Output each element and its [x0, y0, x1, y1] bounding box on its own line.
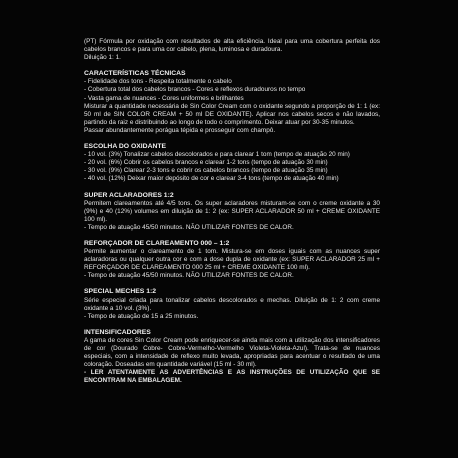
section-heading-tecnicas: CARACTERÍSTICAS TÉCNICAS [84, 70, 186, 78]
tecnicas-paragraph: Misturar a quantidade necessária de Sin Color Cream com o oxidante segundo a proporção de 1: 1 (ex: 50 ml de SIN COLOR CREAM + 50 ml DE OXIDANTE). Aplicar nos cabelos secos e não lavados, partindo da raiz e distribuindo ao longo de todo o comprimento. Deixar atuar por 30-35 minutos. [84, 102, 380, 126]
section-heading-reforcador: REFORÇADOR DE CLAREAMENTO 000 – 1:2 [84, 239, 230, 247]
section-heading-oxidante: ESCOLHA DO OXIDANTE [84, 143, 167, 151]
reforcador-line: - Tempo de atuação 45/50 minutos. NÃO UTILIZAR FONTES DE CALOR. [84, 272, 294, 280]
aclaradores-line: - Tempo de atuação 45/50 minutos. NÃO UTILIZAR FONTES DE CALOR. [84, 223, 294, 231]
intro-paragraph: (PT) Fórmula por oxidação com resultados de alta eficiência. Ideal para uma cobertura perfeita dos cabelos brancos e para uma cor cabelo, plena, luminosa e duradoura. [84, 38, 380, 54]
document-body [84, 38, 380, 385]
oxidante-line: - 20 vol. (6%) Cobrir os cabelos brancos e clarear 1-2 tons (tempo de atuação 30 min) [84, 159, 328, 167]
section-heading-meches: SPECIAL MECHES 1:2 [84, 288, 157, 296]
reforcador-paragraph: Permite aumentar o clareamento de 1 tom. Mistura-se em doses iguais com as nuances super aclaradoras ou qualquer outra cor e com a dose dupla de oxidante (ex: SUPER ACLARADOR 25 ml + REFORÇADOR DE CLAREAMENTO 000 25 ml + CREME OXIDANTE 100 ml). [84, 248, 380, 272]
section-heading-aclaradores: SUPER ACLARADORES 1:2 [84, 191, 174, 199]
tecnicas-line: Passar abundantemente porágua tépida e prosseguir com champô. [84, 126, 276, 134]
intro-dilution: Diluição 1: 1. [84, 54, 121, 62]
intensificadores-paragraph: A gama de cores Sin Color Cream pode enriquecer-se ainda mais com a utilização dos intensificadores de cor (Dourado Cobre- Cobre-Vermelho-Vermelho Violeta-Violeta-Azul). Trata-se de nuances especiais, com a intensidade de reflexo muito levada, apropriadas para acentuar o resultado de uma coloração. Doseadas em quantidade variável (15 ml - 30 ml). [84, 336, 380, 369]
oxidante-line: - 30 vol. (9%) Clarear 2-3 tons e cobrir os cabelos brancos (tempo de atuação 35 min) [84, 167, 328, 175]
section-heading-intensificadores: INTENSIFICADORES [84, 328, 151, 336]
tecnicas-line: - Fidelidade dos tons - Respeita totalmente o cabelo [84, 78, 232, 86]
meches-paragraph: Série especial criada para tonalizar cabelos descolorados e mechas. Diluição de 1: 2 com creme oxidante a 10 vol. (3%). [84, 296, 380, 312]
aclaradores-paragraph: Permitem clareamentos até 4/5 tons. Os super aclaradores misturam-se com o creme oxidante a 30 (9%) e 40 (12%) volumes em diluição de 1: 2 (ex: SUPER ACLARADOR 50 ml + CREME OXIDANTE 100 ml). [84, 199, 380, 223]
warning-text: - LER ATENTAMENTE AS ADVERTÊNCIAS E AS INSTRUÇÕES DE UTILIZAÇÃO QUE SE ENCONTRAM NA EMBALAGEM. [84, 369, 380, 385]
meches-line: - Tempo de atuação de 15 a 25 minutos. [84, 312, 199, 320]
tecnicas-line: - Vasta gama de nuances - Cores uniformes e brilhantes [84, 94, 244, 102]
oxidante-line: - 40 vol. (12%) Deixar maior depósito de cor e clarear 3-4 tons (tempo de atuação 40 min) [84, 175, 339, 183]
oxidante-line: - 10 vol. (3%) Tonalizar cabelos descolorados e para clarear 1 tom (tempo de atuação 20 min) [84, 151, 350, 159]
tecnicas-line: - Cobertura total dos cabelos brancos - Cores e reflexos duradouros no tempo [84, 86, 306, 94]
